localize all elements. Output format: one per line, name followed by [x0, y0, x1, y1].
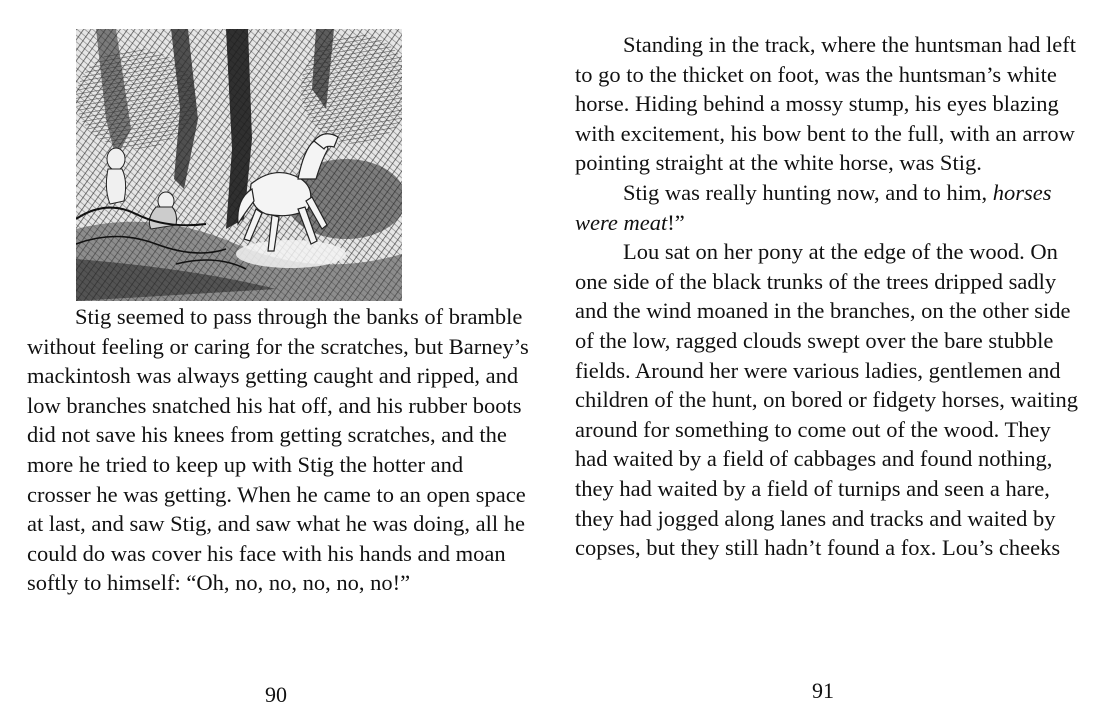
- italic-emphasis: horses were meat: [575, 179, 1052, 235]
- paragraph: Stig seemed to pass through the banks of bramble without feeling or caring for the scratches, but Barney’s mackintosh was always getting caught and ripped, and low branches snatched his hat off, and his rubber boots did not save his knees from getting scratches, and the more he tried to keep up with Stig the hotter and crosser he was getting. When he came to an open space at last, and saw Stig, and saw what he was doing, all he could do was cover his face with his hands and moan softly to himself: “Oh, no, no, no, no, no!”: [27, 304, 529, 596]
- paragraph-text: !”: [667, 209, 685, 235]
- woodland-horse-illustration: [76, 29, 402, 301]
- paragraph: [575, 178, 1085, 237]
- paragraph: Standing in the track, where the huntsman had left to go to the thicket on foot, was the huntsman’s white horse. Hiding behind a mossy stump, his eyes blazing with excitement, his bow bent to the full, with an arrow pointing straight at the white horse, was Stig.: [575, 32, 1076, 176]
- paragraph: Lou sat on her pony at the edge of the wood. On one side of the black trunks of the trees dripped sadly and the wind moaned in the branches, on the other side of the low, ragged clouds swept over the bare stubble fields. Around her were various ladies, gentlemen and children of the hunt, on bored or fidgety horses, waiting around for something to come out of the wood. They had waited by a field of cabbages and found nothing, they had waited by a field of turnips and seen a hare, they had jogged along lanes and tracks and waited by copses, but they still hadn’t found a fox. Lou’s cheeks: [575, 239, 1079, 561]
- right-page-text: [575, 30, 1085, 563]
- book-illustration: [76, 29, 402, 301]
- left-page-text: [27, 302, 532, 598]
- page-number: 91: [812, 678, 834, 703]
- paragraph-text: Stig was really hunting now, and to him,: [623, 179, 993, 205]
- right-page: [555, 0, 1110, 725]
- page-number: 90: [265, 682, 287, 707]
